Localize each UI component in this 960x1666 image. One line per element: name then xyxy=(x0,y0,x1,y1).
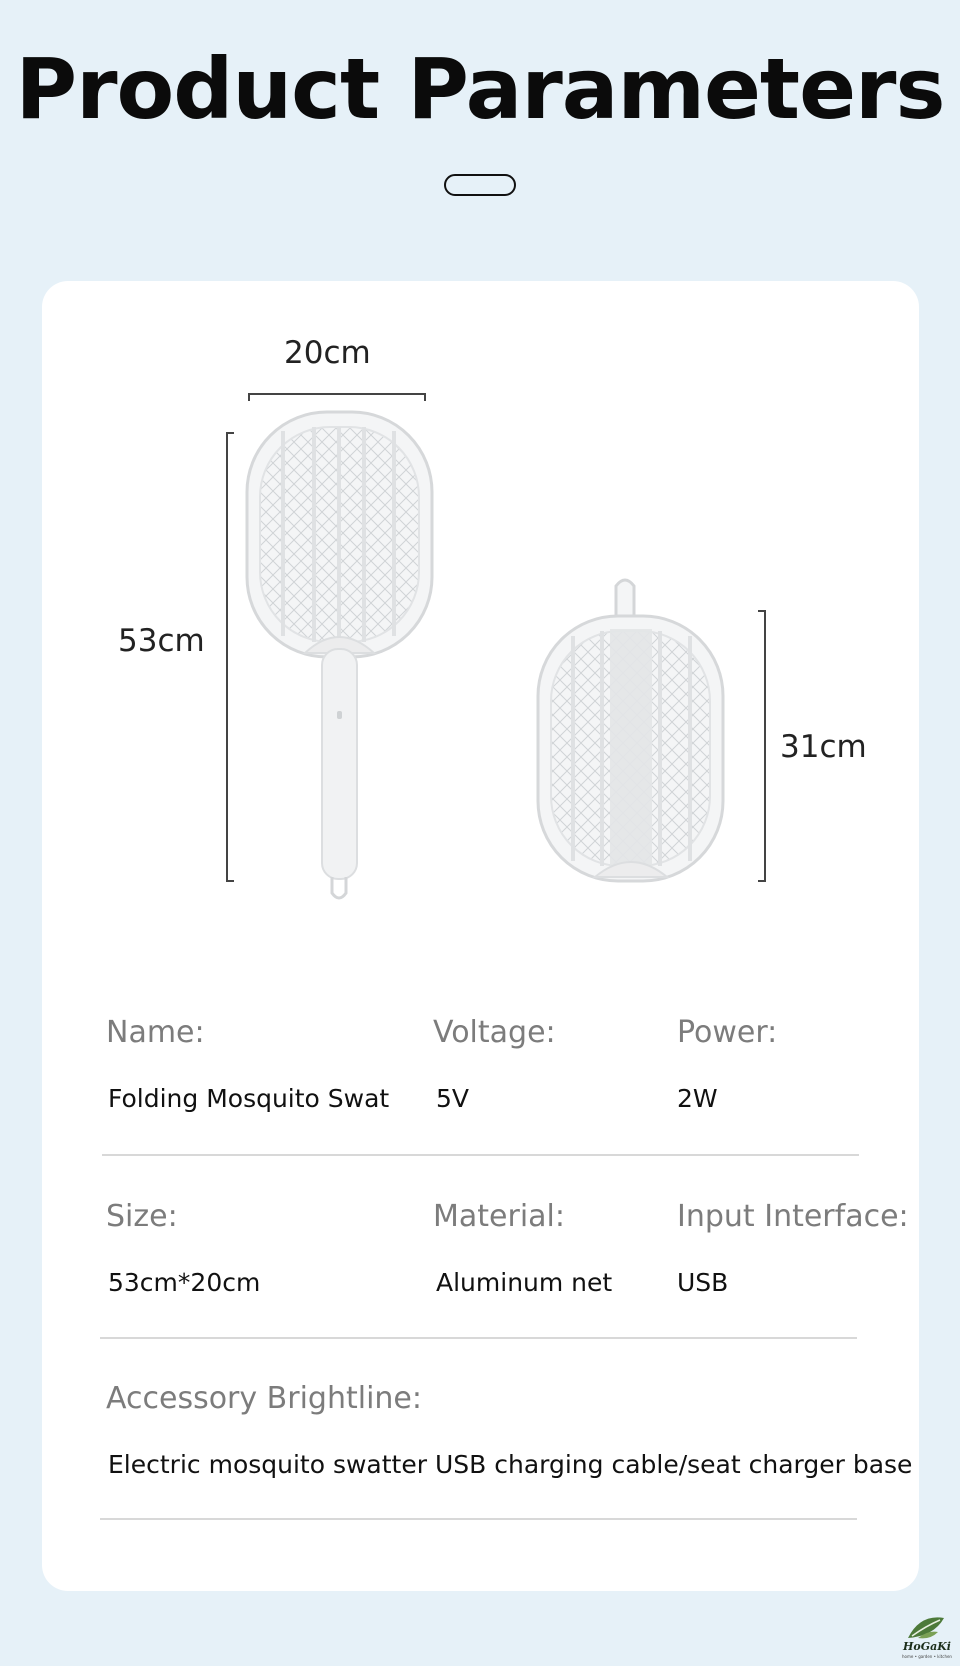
parameters-card xyxy=(42,281,919,1591)
page-title: Product Parameters xyxy=(15,40,945,138)
divider xyxy=(100,1518,857,1520)
spec-label-size: Size: xyxy=(106,1199,178,1234)
spec-value-size: 53cm*20cm xyxy=(108,1268,261,1297)
height-bracket xyxy=(227,433,234,881)
logo-text: HoGaKi xyxy=(903,1640,951,1653)
spec-label-input-interface: Input Interface: xyxy=(677,1199,909,1234)
spec-value-name: Folding Mosquito Swat xyxy=(108,1084,390,1113)
brand-logo xyxy=(898,1610,956,1662)
unfolded-swatter xyxy=(247,412,432,898)
width-dimension-label: 20cm xyxy=(284,335,371,371)
logo-tagline: home • garden • kitchen xyxy=(902,1654,952,1659)
divider xyxy=(102,1154,859,1156)
height-dimension-label: 53cm xyxy=(118,623,205,659)
width-bracket xyxy=(249,394,425,401)
swatter-illustration xyxy=(42,281,919,921)
spec-value-power: 2W xyxy=(677,1084,718,1113)
spec-label-material: Material: xyxy=(433,1199,565,1234)
spec-value-accessory: Electric mosquito swatter USB charging cable/seat charger base xyxy=(108,1450,913,1479)
title-underline-pill xyxy=(444,174,516,196)
spec-label-voltage: Voltage: xyxy=(433,1015,556,1050)
spec-value-input-interface: USB xyxy=(677,1268,729,1297)
divider xyxy=(100,1337,857,1339)
folded-height-dimension-label: 31cm xyxy=(780,729,867,765)
spec-label-name: Name: xyxy=(106,1015,205,1050)
folded-swatter xyxy=(538,580,723,881)
leaf-icon xyxy=(898,1610,956,1642)
spec-value-voltage: 5V xyxy=(436,1084,470,1113)
folded-height-bracket xyxy=(758,611,765,881)
spec-label-power: Power: xyxy=(677,1015,778,1050)
spec-value-material: Aluminum net xyxy=(436,1268,613,1297)
spec-label-accessory: Accessory Brightline: xyxy=(106,1381,422,1416)
